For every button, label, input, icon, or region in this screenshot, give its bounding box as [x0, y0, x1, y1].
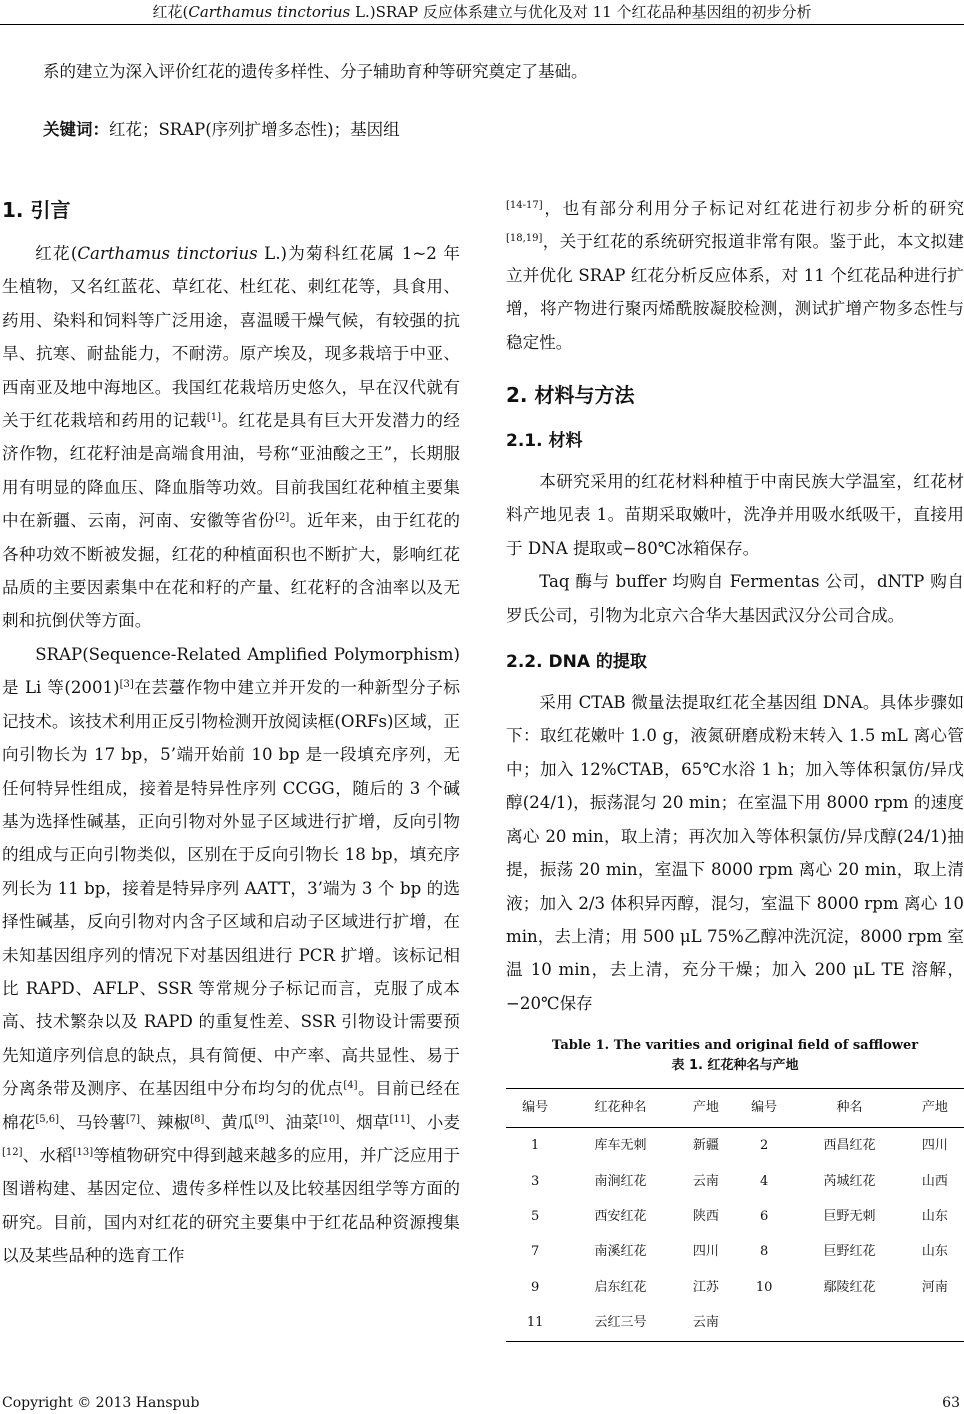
citation-ref[interactable]: [2]	[275, 512, 290, 524]
table-caption	[506, 1036, 964, 1076]
table-cell: 西安红花	[594, 1208, 647, 1224]
citation-ref[interactable]: [18,19]	[506, 233, 543, 245]
text-span: 、黄瓜	[204, 1112, 255, 1132]
subsection-heading-dna-extraction: 2.2. DNA 的提取	[506, 652, 647, 673]
table-cell: 1	[531, 1138, 540, 1154]
table-cell: 江苏	[692, 1279, 719, 1295]
citation-ref[interactable]: [4]	[343, 1080, 358, 1092]
text-span: 、水稻	[22, 1145, 73, 1165]
table-caption-english: Table 1. The varities and original field of safflower	[551, 1038, 919, 1054]
table-header-row	[506, 1089, 964, 1128]
table-cell: 6	[759, 1208, 769, 1224]
section-heading-materials-methods: 2. 材料与方法	[506, 383, 635, 408]
table-caption-chinese: 表 1. 红花种名与产地	[671, 1058, 799, 1074]
abstract-tail: 系的建立为深入评价红花的遗传多样性、分子辅助育种等研究奠定了基础。	[43, 62, 588, 81]
citation-ref[interactable]: [14-17]	[506, 200, 543, 211]
header-origin-2: 产地	[906, 1089, 964, 1128]
text-span: 在芸薹作物中建立并开发的一种新型分子标记技术。该技术利用正反引物检测开放阅读框(ORFs)区域，正向引物长为 17 bp，5’端开始前 10 bp 是一段填充序列，无任何特异性组成，接着是特异性序列 CCGG，随后的 3 个碱基为选择性碱基，正向引物对外显子区域进行扩增，反向引物的组成与正向引物类似，区别在于反向引物长 18 bp，填充序列长为 11 bp，接着是特异序列 AATT，3’端为 3 个 bp 的选择性碱基，反向引物对内含子区域和启动子区域进行扩增，在未知基因组序列的情况下对基因组进行 PCR 扩增。该标记相比 RAPD、AFLP、SSR 等常规分子标记而言，克服了成本高、技术繁杂以及 RAPD 的重复性差、SSR 引物设计需要预先知道序列信息的缺点，具有简便、中产率、高共显性、易于分离条带及测序、在基因组中分布均匀的优点	[2, 678, 460, 1099]
text-span: L.)为菊科红花属 1~2 年生植物，又名红蓝花、草红花、杜红花、刺红花等，具食用、药用、染料和饲料等广泛用途，喜温暖干燥气候，有较强的抗旱、抗寒、耐盐能力，不耐涝。原产埃及，现多栽培于中亚、西南亚及地中海地区。我国红花栽培历史悠久，早在汉代就有关于红花栽培和药用的记载	[2, 244, 460, 431]
table-cell: 鄢陵红花	[823, 1279, 876, 1295]
table-cell: 河南	[921, 1279, 948, 1295]
right-column	[506, 192, 964, 1342]
footer-copyright: Copyright © 2013 Hanspub	[2, 1395, 200, 1411]
table-cell: 山东	[921, 1208, 948, 1224]
table-cell: 四川	[921, 1138, 948, 1154]
table-row	[506, 1270, 964, 1305]
table-cell: 陕西	[692, 1208, 719, 1224]
subsection-heading-materials: 2.1. 材料	[506, 431, 583, 452]
citation-ref[interactable]: [3]	[119, 679, 134, 691]
running-head	[0, 2, 964, 22]
table-cell: 山西	[921, 1173, 948, 1189]
table-cell: 四川	[692, 1244, 719, 1260]
table-cell: 西昌红花	[823, 1138, 876, 1154]
text-span: 。目前已经在棉花	[2, 1079, 460, 1132]
citation-ref[interactable]: [11]	[389, 1113, 410, 1125]
text-span: 。近年来，由于红花的各种功效不断被发掘，红花的种植面积也不断扩大，影响红花品质的主要因素集中在花和籽的产量、红花籽的含油率以及无刺和抗倒伏等方面。	[2, 511, 460, 631]
table-cell: 启东红花	[594, 1279, 647, 1295]
table-cell: 3	[531, 1173, 540, 1189]
citation-ref[interactable]: [7]	[125, 1113, 141, 1125]
left-column	[2, 192, 460, 1273]
citation-ref[interactable]: [5,6]	[35, 1113, 60, 1125]
table-cell: 11	[526, 1315, 544, 1331]
dna-paragraph-1: 采用 CTAB 微量法提取红花全基因组 DNA。具体步骤如下：取红花嫩叶 1.0 g，液氮研磨成粉末转入 1.5 mL 离心管中；加入 12%CTAB，65℃水浴 1 h；加入等体积氯仿/异戊醇(24/1)，振荡混匀 20 min；在室温下用 8000 rpm 的速度离心 20 min，取上清；再次加入等体积氯仿/异戊醇(24/1)抽提，振荡 20 min，室温下 8000 rpm 离心 20 min，取上清液；加入 2/3 体积异丙醇，混匀，室温下 8000 rpm 离心 10 min，去上清；用 500 μL 75%乙醇冲洗沉淀，8000 rpm 室温 10 min，去上清，充分干燥；加入 200 μL TE 溶解，−20℃保存	[506, 693, 964, 1013]
table-cell: 芮城红花	[823, 1173, 876, 1189]
table-cell: 云红三号	[594, 1315, 647, 1331]
table-row	[506, 1305, 964, 1341]
running-head-species: Carthamus tinctorius	[188, 3, 351, 21]
text-span: 、小麦	[409, 1112, 461, 1132]
citation-ref[interactable]: [13]	[72, 1146, 94, 1158]
text-span: 。红花是具有巨大开发潜力的经济作物，红花籽油是高端食用油，号称“亚油酸之王”，长期服用有明显的降血压、降血脂等功效。目前我国红花种植主要集中在新疆、云南，河南、安徽等省份	[2, 411, 460, 531]
table-cell: 5	[531, 1208, 540, 1224]
text-span: ，也有部分利用分子标记对红花进行初步分析的研究	[542, 199, 964, 218]
table-cell: 巨野无刺	[823, 1208, 876, 1224]
citation-ref[interactable]: [9]	[254, 1113, 269, 1125]
species-name: Carthamus tinctorius	[77, 244, 258, 263]
table-row	[506, 1164, 964, 1199]
table-row	[506, 1199, 964, 1234]
table-cell: 山东	[921, 1244, 948, 1260]
text-span: 、辣椒	[140, 1112, 191, 1132]
table-cell: 10	[755, 1279, 773, 1295]
variety-table	[506, 1088, 964, 1341]
text-span: ，关于红花的系统研究报道非常有限。鉴于此，本文拟建立并优化 SRAP 红花分析反应体系，对 11 个红花品种进行扩增，将产物进行聚丙烯酰胺凝胶检测，测试扩增产物多态性与稳定性。	[506, 232, 964, 352]
table-cell	[906, 1305, 964, 1341]
materials-paragraph-2: Taq 酶与 buffer 均购自 Fermentas 公司，dNTP 购自罗氏公司，引物为北京六合华大基因武汉分公司合成。	[506, 572, 964, 625]
header-number-2: 编号	[735, 1089, 793, 1128]
materials-paragraph-1: 本研究采用的红花材料种植于中南民族大学温室，红花材料产地见表 1。苗期采取嫩叶，洗净并用吸水纸吸干，直接用于 DNA 提取或−80℃冰箱保存。	[506, 472, 964, 558]
table-cell	[735, 1305, 793, 1341]
table-row	[506, 1234, 964, 1269]
section-heading-introduction: 1. 引言	[2, 198, 71, 222]
table-cell: 云南	[692, 1315, 719, 1331]
citation-ref[interactable]: [8]	[190, 1113, 205, 1125]
table-cell: 新疆	[692, 1138, 719, 1154]
keywords-label: 关键词：	[43, 120, 109, 139]
intro-paragraph-2	[2, 638, 460, 1273]
running-head-text-rest: L.)SRAP 反应体系建立与优化及对 11 个红花品种基因组的初步分析	[350, 3, 812, 21]
text-span: 、烟草	[339, 1112, 390, 1132]
header-rule	[0, 24, 964, 25]
header-origin: 产地	[677, 1089, 735, 1128]
table-cell: 云南	[692, 1173, 719, 1189]
table-cell	[793, 1305, 905, 1341]
keywords	[43, 118, 400, 142]
citation-ref[interactable]: [10]	[318, 1113, 340, 1125]
keywords-text: 红花；SRAP(序列扩增多态性)；基因组	[109, 120, 400, 139]
table-cell: 2	[759, 1138, 769, 1154]
table-cell: 8	[759, 1244, 769, 1260]
text-span: 、油菜	[268, 1112, 319, 1132]
text-span: 、马铃薯	[59, 1112, 126, 1132]
table-cell: 7	[531, 1244, 540, 1260]
text-span: 红花(	[35, 244, 78, 263]
table-cell: 9	[531, 1279, 540, 1295]
table-cell: 南溪红花	[594, 1244, 647, 1260]
table-cell: 巨野红花	[823, 1244, 876, 1260]
table-cell: 库车无刺	[594, 1138, 647, 1154]
citation-ref[interactable]: [1]	[206, 412, 222, 424]
header-name-2: 种名	[793, 1089, 905, 1128]
citation-ref[interactable]: [12]	[2, 1146, 23, 1158]
intro-paragraph-1	[2, 237, 460, 638]
text-span: SRAP(Sequence-Related Amplified Polymorphism)是 Li 等(2001)	[2, 644, 460, 698]
header-variety: 红花种名	[564, 1089, 676, 1128]
table-cell: 南涧红花	[594, 1173, 647, 1189]
header-number: 编号	[506, 1089, 564, 1128]
footer-page-number: 63	[942, 1395, 960, 1411]
intro-paragraph-2-continued	[506, 192, 964, 359]
table-cell: 4	[759, 1173, 769, 1189]
running-head-text: 红花(	[152, 3, 189, 21]
table-row	[506, 1128, 964, 1164]
text-span: 等植物研究中得到越来越多的应用，并广泛应用于图谱构建、基因定位、遗传多样性以及比较基因组学等方面的研究。目前，国内对红花的研究主要集中于红花品种资源搜集以及某些品种的选育工作	[2, 1145, 461, 1266]
